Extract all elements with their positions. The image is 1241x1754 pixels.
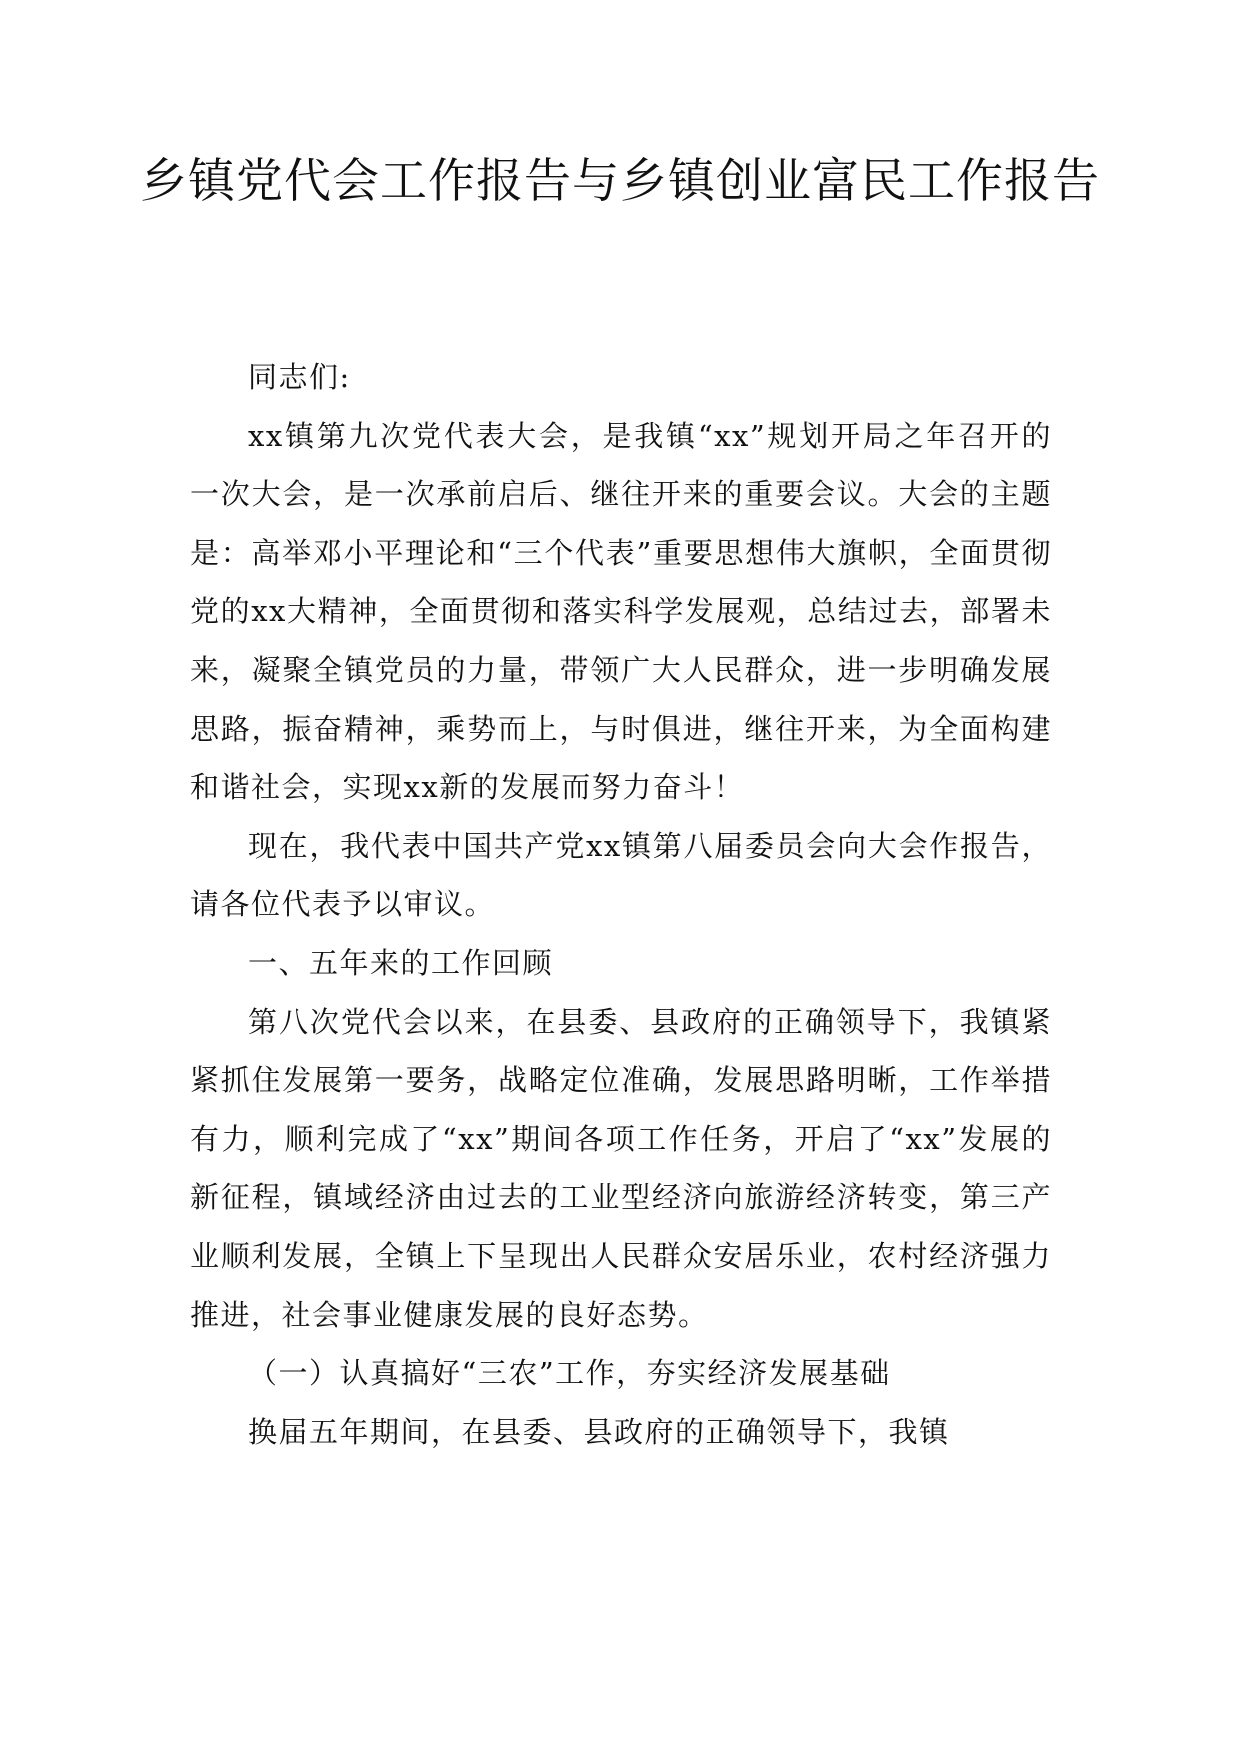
subsection-heading: （一）认真搞好“三农”工作，夯实经济发展基础 (248, 1356, 891, 1391)
salutation-paragraph: 同志们: (248, 360, 351, 394)
document-body (190, 348, 1052, 1461)
body-paragraph: 换届五年期间，在县委、县政府的正确领导下，我镇 (248, 1414, 950, 1449)
body-paragraph: 现在，我代表中国共产党xx镇第八届委员会向大会作报告，请各位代表予以审议。 (190, 828, 1052, 922)
section-heading: 一、五年来的工作回顾 (248, 945, 554, 980)
body-paragraph: 第八次党代会以来，在县委、县政府的正确领导下，我镇紧紧抓住发展第一要务，战略定位准确，发展思路明晰，工作举措有力，顺利完成了“xx”期间各项工作任务，开启了“xx”发展的新征程，镇域经济由过去的工业型经济向旅游经济转变，第三产业顺利发展，全镇上下呈现出人民群众安居乐业，农村经济强力推进，社会事业健康发展的良好态势。 (190, 1004, 1052, 1332)
document-title: 乡镇党代会工作报告与乡镇创业富民工作报告 (140, 154, 1100, 209)
body-paragraph: xx镇第九次党代表大会，是我镇“xx”规划开局之年召开的一次大会，是一次承前启后、继往开来的重要会议。大会的主题是：高举邓小平理论和“三个代表”重要思想伟大旗帜，全面贯彻党的xx大精神，全面贯彻和落实科学发展观，总结过去，部署未来，凝聚全镇党员的力量，带领广大人民群众，进一步明确发展思路，振奋精神，乘势而上，与时俱进，继往开来，为全面构建和谐社会，实现xx新的发展而努力奋斗！ (190, 418, 1052, 805)
